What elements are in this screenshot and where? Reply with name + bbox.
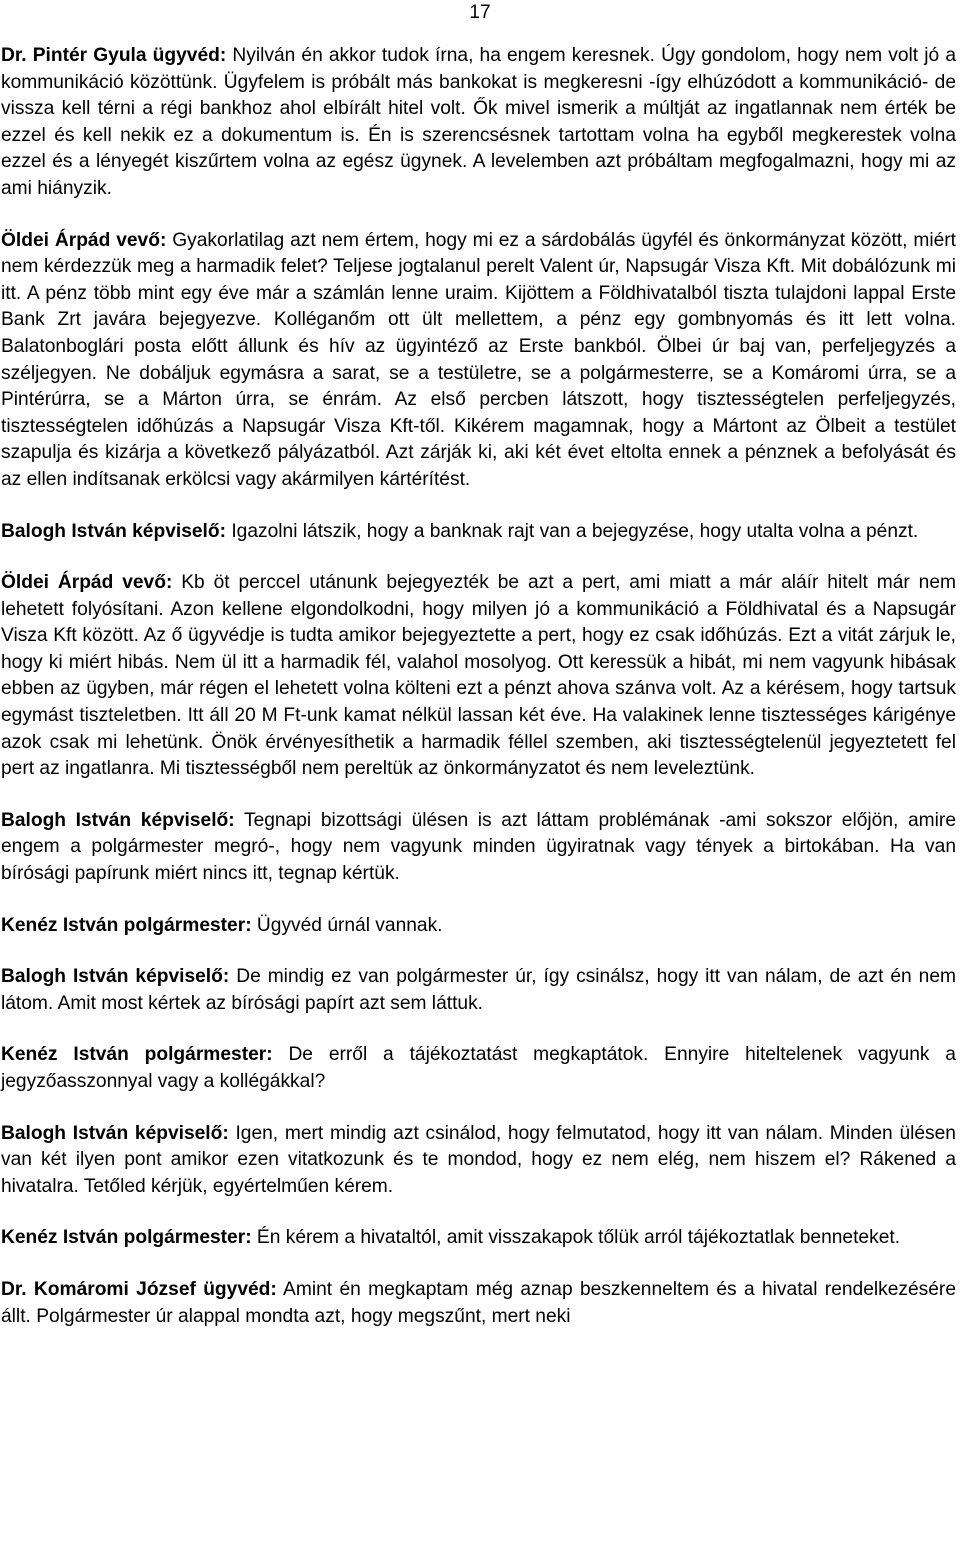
speaker-name: Öldei Árpád vevő: (1, 572, 173, 594)
paragraph-text: Amint én megkaptam még aznap beszkenneltem és a hivatal rendelkezésére állt. Polgármester úr alappal mondta azt, hogy megszűnt, mert neki (1, 1278, 956, 1327)
speaker-name: Kenéz István polgármester: (1, 1044, 273, 1066)
paragraph (1, 1225, 956, 1252)
paragraph-text: Gyakorlatilag azt nem értem, hogy mi ez a sárdobálás ügyfél és önkormányzat között, miért nem kérdezzük meg a harmadik felet? Teljese jogtalanul perelt Valent úr, Napsugár Visza Kft. Mit dobálózunk mi itt. A pénz több mint egy éve már a számlán lenne uraim. Kijöttem a Földhivatalból tiszta tulajdoni lappal Erste Bank Zrt javára bejegyezve. Kolléganőm ott ült mellettem, a pénz egy gombnyomás és itt lett volna. Balatonboglári posta előtt állunk és hív az ügyintéző az Erste bankból. Ölbei úr baj van, perfeljegyzés a széljegyen. Ne dobáljuk egymásra a sarat, se a testületre, se a polgármesterre, se a Komáromi úrra, se a Pintérúrra, se a Márton úrra, se énrám. Az első percben látszott, hogy tisztességtelen perfeljegyzés, tisztességtelen időhúzás a Napsugár Visza Kft-től. Kikérem magamnak, hogy a Mártont az Ölbeit a testület szapulja és kizárja a következő pályázatból. Azt zárják ki, aki két évet eltolta ennek a pénznek a befolyását és az ellen indítsanak erkölcsi vagy akármilyen kártérítést. (1, 229, 956, 490)
paragraph-text: Nyilván én akkor tudok írna, ha engem keresnek. Úgy gondolom, hogy nem volt jó a kommunikáció közöttünk. Ügyfelem is próbált más bankokat is megkeresni -így elhúzódott a kommunikáció- de vissza kell térni a régi bankhoz ahol elbírált hitel volt. Ők mivel ismerik a múltját az ingatlannak nem érték be ezzel és kell nekik ez a dokumentum is. Én is szerencsésnek tartottam volna ha egyből megkerestek volna ezzel és a lényegét kiszűrtem volna az egész ügynek. A levelemben azt próbáltam megfogalmazni, hogy mi az ami hiányzik. (1, 45, 956, 199)
speaker-name: Kenéz István polgármester: (1, 1227, 252, 1249)
paragraph (1, 808, 956, 888)
page-number: 17 (469, 2, 491, 23)
document-body (1, 43, 956, 1355)
speaker-name: Balogh István képviselő: (1, 809, 235, 831)
speaker-name: Dr. Komáromi József ügyvéd: (1, 1278, 277, 1300)
speaker-name: Öldei Árpád vevő: (1, 229, 167, 251)
paragraph (1, 228, 956, 494)
paragraph (1, 1277, 956, 1330)
paragraph (1, 1042, 956, 1095)
paragraph-text: De erről a tájékoztatást megkaptátok. Ennyire hiteltelenek vagyunk a jegyzőasszonnyal vagy a kollégákkal? (1, 1044, 956, 1092)
paragraph-text: Ügyvéd úrnál vannak. (251, 914, 443, 936)
paragraph-text: Igen, mert mindig azt csinálod, hogy felmutatod, hogy itt van nálam. Minden ülésen van két ilyen pont amikor ezen vitatkozunk és te mondod, hogy ez nem elég, nem hiszem el? Rákened a hivatalra. Tetőled kérjük, egyértelműen kérem. (1, 1122, 956, 1197)
paragraph (1, 913, 956, 940)
speaker-name: Balogh István képviselő: (1, 520, 226, 542)
speaker-name: Dr. Pintér Gyula ügyvéd: (1, 45, 227, 66)
speaker-name: Balogh István képviselő: (1, 966, 230, 988)
paragraph (1, 519, 956, 546)
speaker-name: Balogh István képviselő: (1, 1122, 229, 1144)
paragraph-text: Kb öt perccel utánunk bejegyezték be azt a pert, ami miatt a már aláír hitelt már nem lehetett folyósítani. Azon kellene elgondolkodni, hogy milyen jó a kommunikáció a Földhivatal és a Napsugár Visza Kft között. Az ő ügyvédje is tudta amikor bejegyeztette a pert, hogy ez csak időhúzás. Ezt a vitát zárjuk le, hogy ki miért hibás. Nem ül itt a harmadik fél, valahol mosolyog. Ott keressük a hibát, mi nem vagyunk hibásak ebben az ügyben, már régen el lehetett volna költeni ezt a pénzt ahova szánva volt. Az a kérésem, hogy tartsuk egymást tiszteletben. Itt áll 20 M Ft-unk kamat nélkül lassan két éve. Ha valakinek lenne tisztességes kárigénye azok csak mi lehetünk. Önök érvényesíthetik a harmadik féllel szemben, aki tisztességtelenül jegyeztetett fel pert az ingatlanra. Mi tisztességből nem pereltük az önkormányzatot és nem leveleztünk. (1, 572, 956, 780)
paragraph (1, 43, 956, 203)
paragraph-text: De mindig ez van polgármester úr, így csinálsz, hogy itt van nálam, de azt én nem látom. Amit most kértek az bírósági papírt azt sem láttuk. (1, 966, 956, 1014)
paragraph (1, 570, 956, 783)
paragraph-text: Igazolni látszik, hogy a banknak rajt van a bejegyzése, hogy utalta volna a pénzt. (226, 520, 919, 542)
paragraph (1, 964, 956, 1017)
paragraph (1, 1121, 956, 1201)
paragraph-text: Tegnapi bizottsági ülésen is azt láttam problémának -ami sokszor előjön, amire engem a polgármester megró-, hogy nem vagyunk minden ügyiratnak vagy tények a birtokában. Ha van bírósági papírunk miért nincs itt, tegnap kértük. (1, 809, 956, 885)
speaker-name: Kenéz István polgármester: (1, 914, 252, 936)
paragraph-text: Én kérem a hivataltól, amit visszakapok tőlük arról tájékoztatlak benneteket. (251, 1227, 901, 1249)
